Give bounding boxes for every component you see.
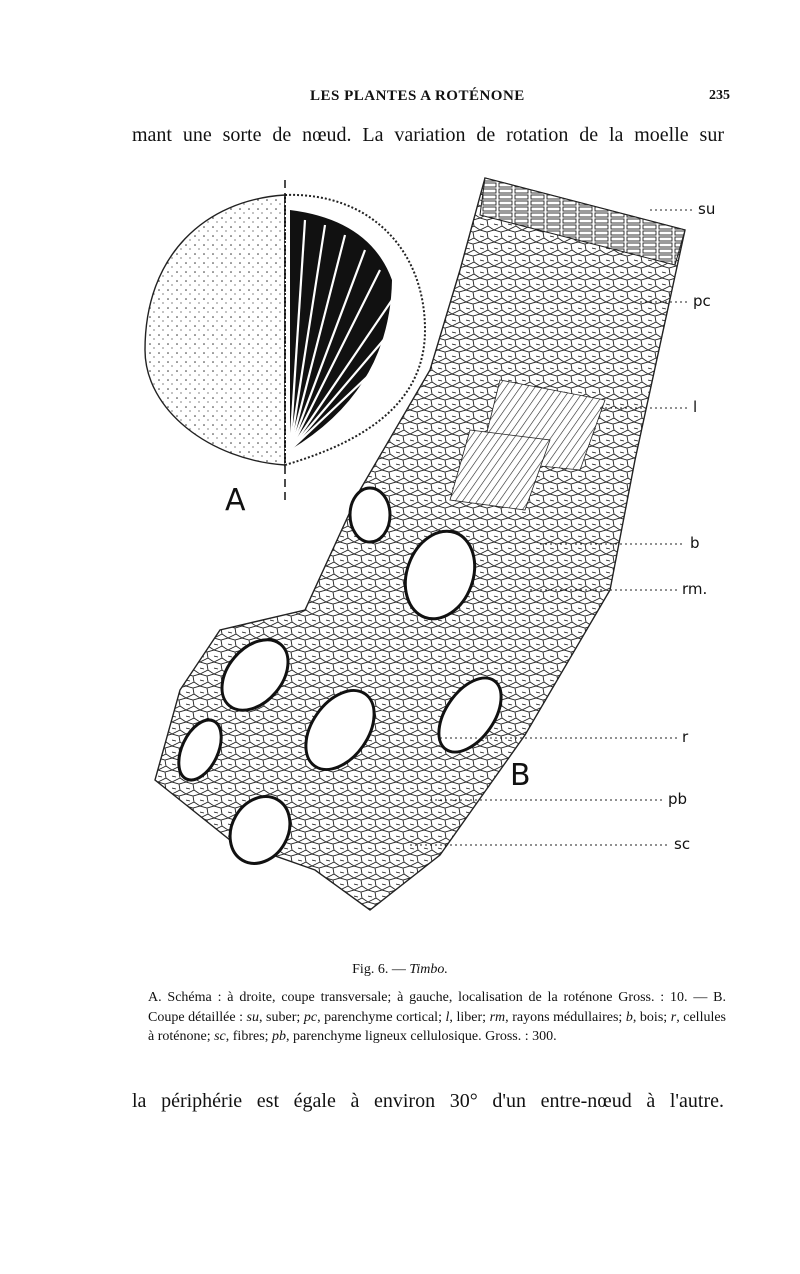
- caption-text: , fibres;: [225, 1029, 273, 1044]
- caption-abbr-su: su: [246, 1009, 259, 1025]
- label-su: su: [698, 200, 716, 218]
- caption-abbr-pc: pc: [303, 1009, 318, 1025]
- caption-abbr-rm: rm: [489, 1009, 506, 1025]
- caption-text: , rayons médullaires;: [505, 1009, 626, 1025]
- label-l: l: [693, 398, 698, 416]
- caption-text: , bois;: [632, 1009, 671, 1025]
- label-pb: pb: [668, 790, 688, 808]
- body-text-bottom: la périphérie est égale à environ 30° d'un entre-nœud à l'autre.: [132, 1090, 724, 1112]
- running-head: [130, 88, 730, 112]
- figure-caption-title: [0, 962, 800, 978]
- page-number: 235: [709, 88, 730, 103]
- caption-abbr-b: b: [625, 1009, 633, 1025]
- panel-a-label: A: [225, 483, 246, 518]
- label-b: b: [690, 534, 700, 552]
- figure-caption-body: [148, 988, 726, 1047]
- figure-title: Timbo.: [409, 962, 448, 977]
- label-pc: pc: [693, 292, 711, 310]
- label-sc: sc: [674, 835, 691, 853]
- caption-text: , cellules à roténone;: [148, 1009, 727, 1044]
- caption-abbr-r: r: [670, 1009, 677, 1025]
- caption-text: , parenchyme ligneux cellulosique. Gross. : 300.: [286, 1029, 557, 1044]
- caption-text: , parenchyme cortical;: [317, 1009, 446, 1025]
- panel-a-left-half: [145, 195, 285, 465]
- figure-number: Fig. 6. —: [352, 962, 410, 977]
- vessel: [350, 488, 390, 542]
- caption-abbr-sc: sc: [214, 1029, 226, 1044]
- running-title: LES PLANTES A ROTÉNONE: [310, 88, 525, 104]
- caption-text: A. Schéma : à droite, coupe transversale; à gauche, localisation de la roténone Gross. : 10. — B. Coupe détaillée :: [148, 990, 726, 1025]
- label-r: r: [682, 728, 689, 746]
- panel-b-label: B: [510, 758, 531, 793]
- body-text-top: mant une sorte de nœud. La variation de rotation de la moelle sur: [132, 124, 724, 146]
- caption-text: , suber;: [259, 1009, 304, 1025]
- caption-abbr-pb: pb: [272, 1029, 287, 1044]
- caption-text: , liber;: [449, 1009, 490, 1025]
- caption-abbr-l: l: [445, 1009, 450, 1025]
- label-rm: rm.: [682, 580, 708, 598]
- figure-timbo: [130, 170, 730, 930]
